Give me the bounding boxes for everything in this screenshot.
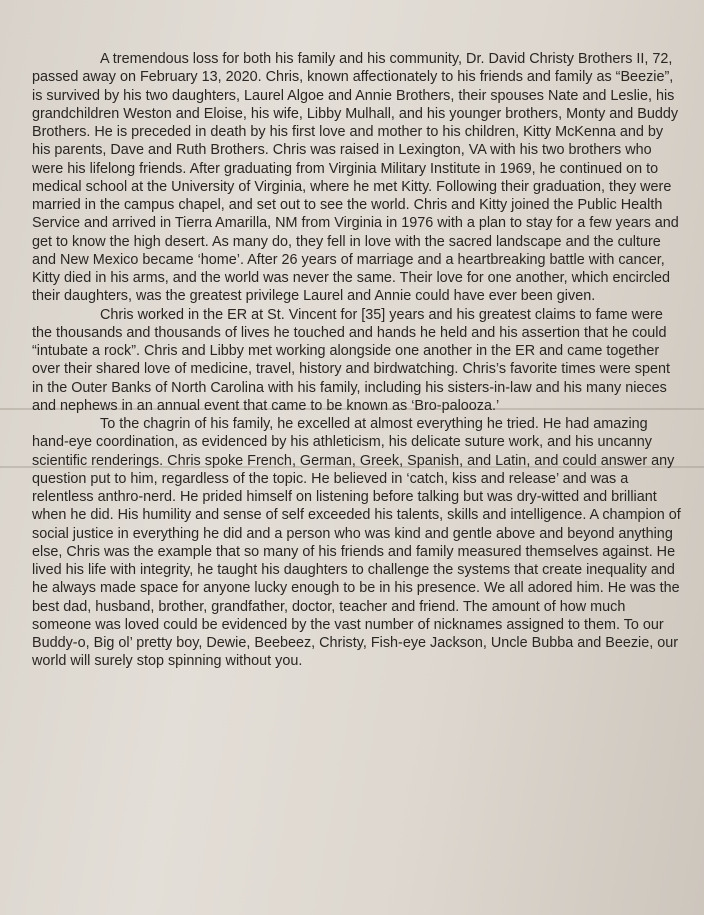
obituary-text (32, 50, 682, 671)
paragraph-career: Chris worked in the ER at St. Vincent for [35] years and his greatest claims to fame were the thousands and thousands of lives he touched and hands he held and his assertion that he could “intubate a rock”. Chris and Libby met working alongside one another in the ER and came together over their shared love of medicine, travel, history and birdwatching. Chris’s favorite times were spent in the Outer Banks of North Carolina with his family, including his sisters-in-law and his many nieces and nephews in an annual event that came to be known as ‘Bro-palooza.’ (32, 306, 671, 414)
paragraph-intro: A tremendous loss for both his family and his community, Dr. David Christy Brothers II, 72, passed away on February 13, 2020. Chris, known affectionately to his friends and family as “Beezie”, is survived by his two daughters, Laurel Algoe and Annie Brothers, their spouses Nate and Leslie, his grandchildren Weston and Eloise, his wife, Libby Mulhall, and his younger brothers, Monty and Buddy Brothers. He is preceded in death by his first love and mother to his children, Kitty McKenna and by his parents, Dave and Ruth Brothers. Chris was raised in Lexington, VA with his two brothers who were his lifelong friends. After graduating from Virginia Military Institute in 1969, he continued on to medical school at the University of Virginia, where he met Kitty. Following their graduation, they were married in the campus chapel, and set out to see the world. Chris and Kitty joined the Public Health Service and arrived in Tierra Amarilla, NM from Virginia in 1976 with a plan to stay for a few years and get to know the high desert. As many do, they fell in love with the sacred landscape and the culture and New Mexico became ‘home’. After 26 years of marriage and a heartbreaking battle with cancer, Kitty died in his arms, and the world was never the same. Their love for one another, which encircled their daughters, was the greatest privilege Laurel and Annie could have ever been given. (32, 51, 679, 305)
paragraph-character: To the chagrin of his family, he excelled at almost everything he tried. He had amazing hand-eye coordination, as evidenced by his athleticism, his delicate suture work, and his uncanny scientific renderings. Chris spoke French, German, Greek, Spanish, and Latin, and could answer any question put to him, regardless of the topic. He believed in ‘catch, kiss and release’ and was a relentless anthro-nerd. He prided himself on listening before talking but was dry-witted and brilliant when he did. His humility and sense of self exceeded his talents, skills and intelligence. A champion of social justice in everything he did and a person who was kind and gentle above and beyond anything else, Chris was the example that so many of his friends and family measured themselves against. He lived his life with integrity, he taught his daughters to challenge the systems that create inequality and he always made space for anyone lucky enough to be in his presence. We all adored him. He was the best dad, husband, brother, grandfather, doctor, teacher and friend. The amount of how much someone was loved could be evidenced by the vast number of nicknames assigned to them. To our Buddy-o, Big ol’ pretty boy, Dewie, Beebeez, Christy, Fish-eye Jackson, Uncle Bubba and Beezie, our world will surely stop spinning without you. (32, 416, 681, 670)
